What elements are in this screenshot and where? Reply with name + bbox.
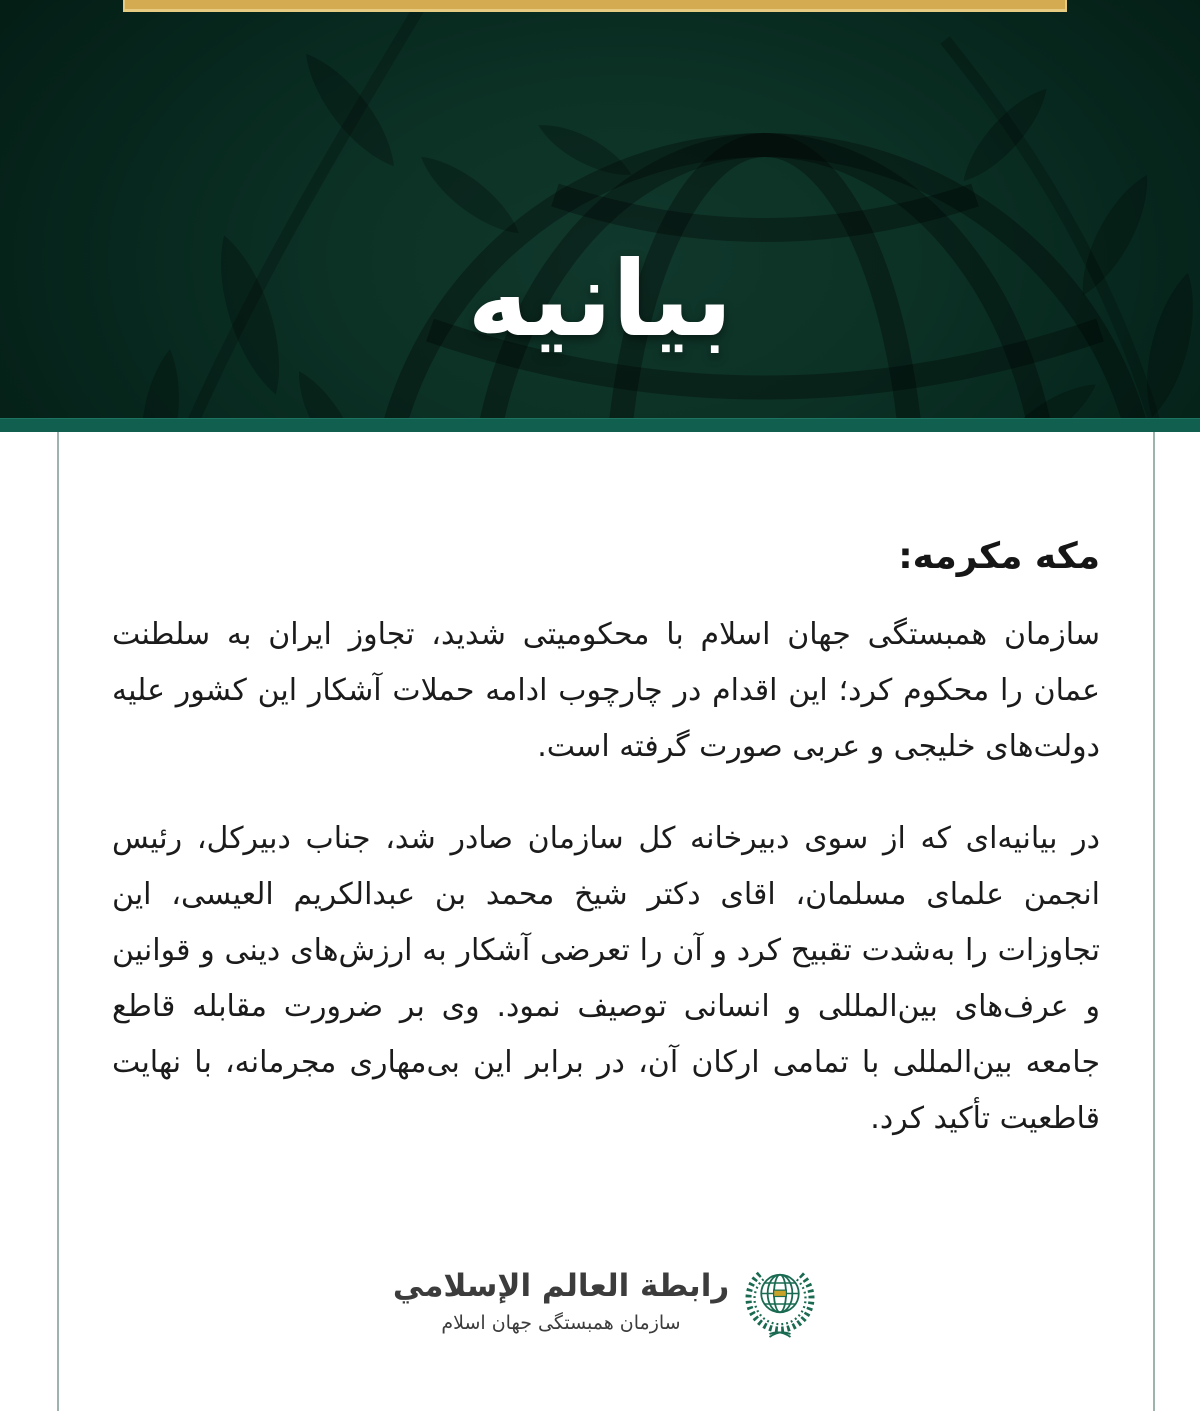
org-logo-text [393,1268,729,1334]
letter-body [0,432,1200,1411]
statement-title: بیانیه [467,238,733,360]
greeting-heading: مکه مکرمه: [898,536,1100,577]
org-logo-row [393,1259,819,1343]
header-banner [0,0,1200,418]
gold-accent-bar [123,0,1067,12]
left-margin-rule [57,432,59,1411]
org-subtitle: سازمان همبستگی جهان اسلام [441,1312,681,1334]
globe-laurel-emblem-icon [741,1259,819,1343]
statement-paragraph-1: سازمان همبستگی جهان اسلام با محکومیتی شدید، تجاوز ایران به سلطنت عمان را محکوم کرد؛ این اقدام در چارچوب ادامه حملات آشکار این کشور علیه دولت‌های خلیجی و عربی صورت گرفته است. [112,617,1100,764]
org-calligraphy: رابطة العالم الإسلامي [392,1268,730,1304]
statement-paragraph-2: در بیانیه‌ای که از سوی دبیرخانه کل سازمان صادر شد، جناب دبیرکل، رئیس انجمن علمای مسلمان، اقای دکتر شیخ محمد بن عبدالکریم العیسی، این تجاوزات را به‌شدت تقبیح کرد و آن را تعرضی آشکار به ارزش‌های دینی و قوانین و عرف‌های بین‌المللی و انسانی توصیف نمود. وی بر ضرورت مقابله قاطع جامعه بین‌المللی با تمامی ارکان آن، در برابر این بی‌مهاری مجرمانه، با نهایت قاطعیت تأکید کرد. [112,821,1100,1136]
right-margin-rule [1153,432,1155,1411]
org-logo [112,1259,1100,1343]
letter-content [0,432,1200,1343]
teal-divider [0,418,1200,432]
